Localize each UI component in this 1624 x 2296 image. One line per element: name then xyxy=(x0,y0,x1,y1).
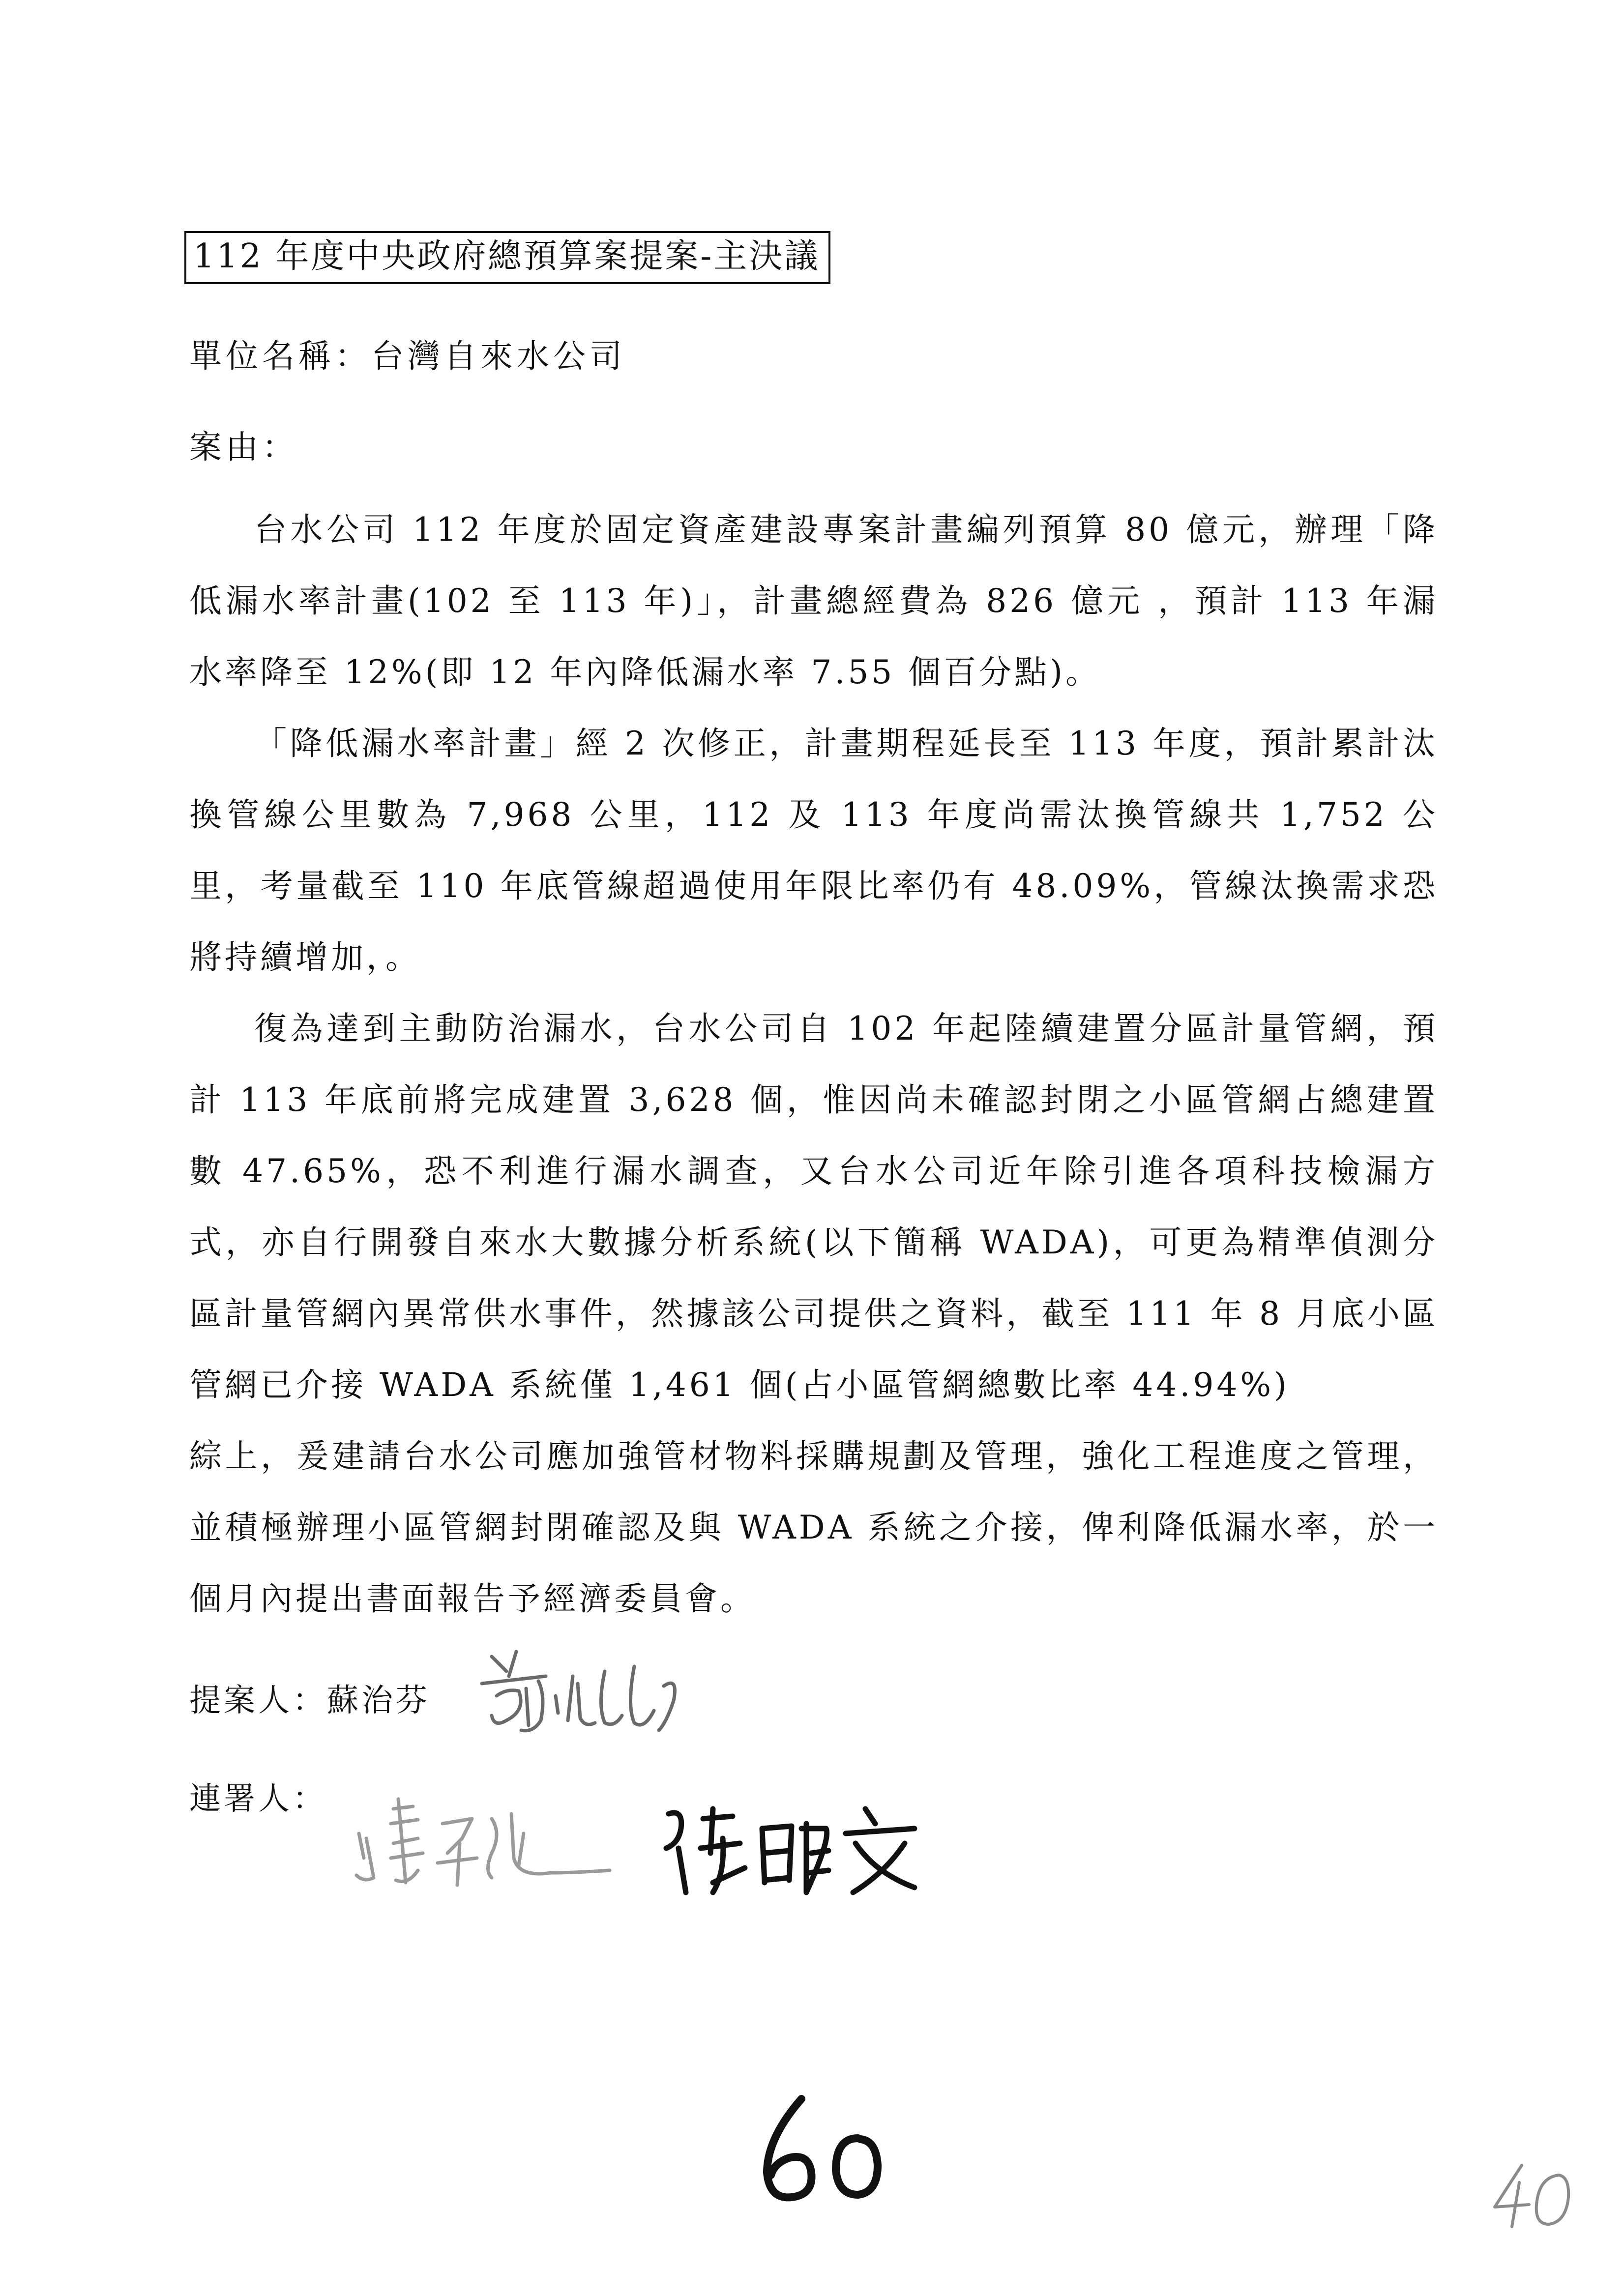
corner-number xyxy=(1485,2158,1578,2232)
paragraph-1: 台水公司 112 年度於固定資產建設專案計畫編列預算 80 億元，辦理「降低漏水率計畫(102 至 113 年)」，計畫總經費為 826 億元 ，預計 113 年漏水率降至 12%(即 12 年內降低漏水率 7.55 個百分點)。 xyxy=(189,511,1438,691)
cosigner-signature-2 xyxy=(659,1794,924,1902)
paragraph-2: 「降低漏水率計畫」經 2 次修正，計畫期程延長至 113 年度，預計累計汰換管線公里數為 7,968 公里，112 及 113 年度尚需汰換管線共 1,752 公里，考量截至 110 年底管線超過使用年限比率仍有 48.09%，管線汰換需求恐將持續增加，。 xyxy=(189,725,1438,976)
document-title: 112 年度中央政府總預算案提案-主決議 xyxy=(184,231,830,284)
proposer-signature xyxy=(472,1637,688,1750)
cosigner-label: 連署人： xyxy=(189,1781,327,1817)
paragraph-4: 綜上，爰建請台水公司應加強管材物料採購規劃及管理，強化工程進度之管理，並積極辦理小區管網封閉確認及與 WADA 系統之介接，俾利降低漏水率，於一個月內提出書面報告予經濟委員會。 xyxy=(189,1437,1438,1618)
proposer-name: 蘇治芬 xyxy=(327,1683,430,1719)
proposer-label: 提案人： xyxy=(189,1683,327,1719)
unit-label: 單位名稱： xyxy=(189,337,371,375)
unit-name: 台灣自來水公司 xyxy=(371,337,626,375)
paragraph-3: 復為達到主動防治漏水，台水公司自 102 年起陸續建置分區計量管網，預計 113 年底前將完成建置 3,628 個，惟因尚未確認封閉之小區管網占總建置數 47.65%，恐不利進行漏水調查，又台水公司近年除引進各項科技檢漏方式，亦自行開發自來水大數據分析系統(以下簡稱 WADA)，可更為精準偵測分區計量管網內異常供水事件，然據該公司提供之資料，截至 111 年 8 月底小區管網已介接 WADA 系統僅 1,461 個(占小區管網總數比率 44.94%) xyxy=(189,1010,1438,1404)
cosigner-signature-1 xyxy=(344,1779,620,1897)
proposer-line xyxy=(189,1681,430,1720)
reason-body xyxy=(189,494,1438,1634)
reason-label: 案由： xyxy=(189,428,298,466)
cosigner-line xyxy=(189,1779,327,1819)
handwritten-page-number xyxy=(747,2084,895,2212)
unit-line xyxy=(189,337,626,376)
